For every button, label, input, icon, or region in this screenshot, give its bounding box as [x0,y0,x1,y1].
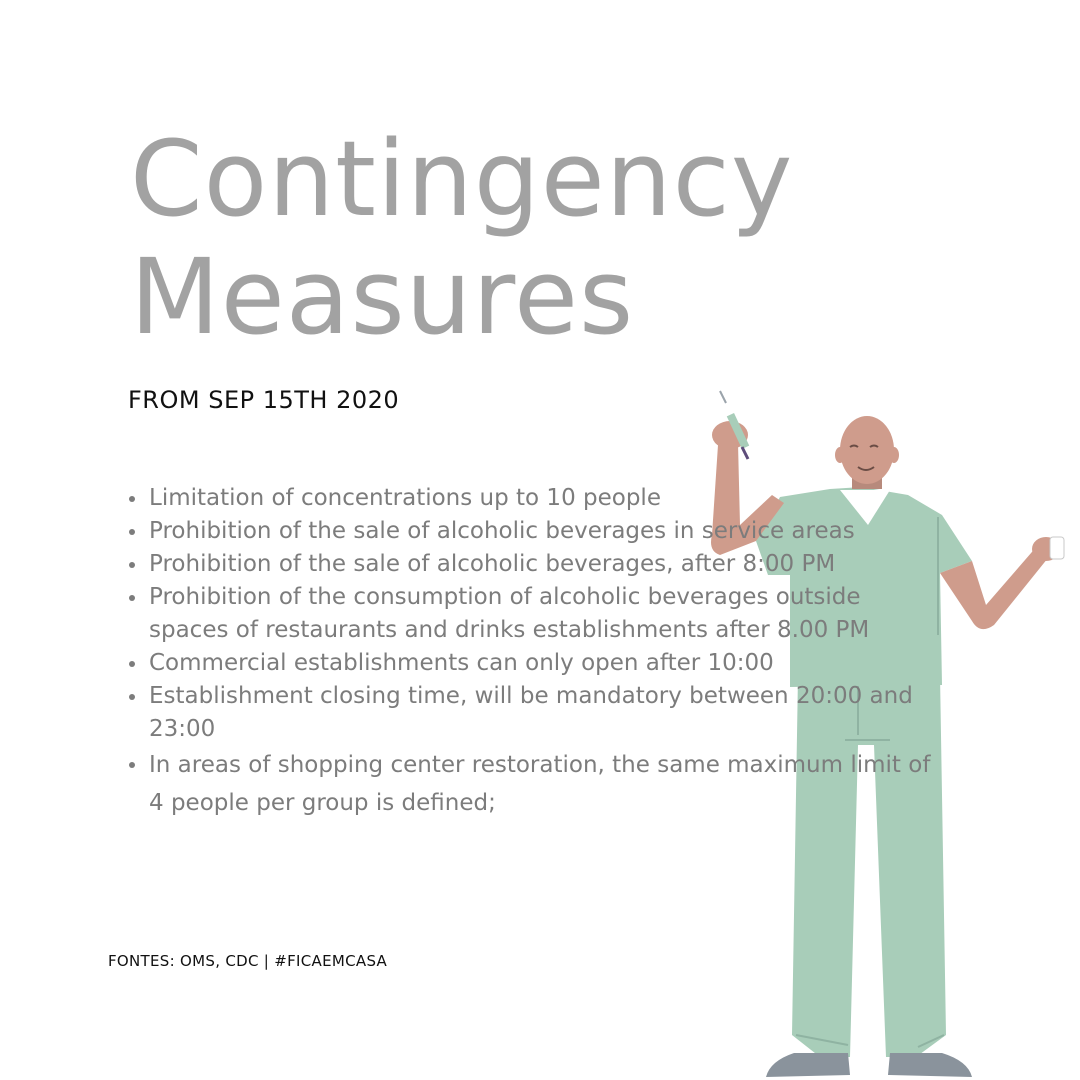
list-item: Prohibition of the sale of alcoholic beverages, after 8:00 PM [126,548,946,581]
list-item: Establishment closing time, will be mandatory between 20:00 and 23:00 [126,680,946,746]
list-item: Commercial establishments can only open after 10:00 [126,647,946,680]
list-item: Prohibition of the sale of alcoholic beverages in service areas [126,515,946,548]
list-item: Limitation of concentrations up to 10 people [126,482,946,515]
measures-list [126,482,946,822]
list-item: In areas of shopping center restoration, the same maximum limit of 4 people per group is defined; [126,746,946,822]
sources-footer: FONTES: OMS, CDC | #FICAEMCASA [108,952,388,970]
page-title [130,120,793,356]
list-item: Prohibition of the consumption of alcoholic beverages outside spaces of restaurants and drinks establishments after 8.00 PM [126,581,946,647]
title-line-2: Measures [130,236,635,358]
date-subtitle: FROM SEP 15TH 2020 [128,386,400,414]
title-line-1: Contingency [130,118,794,240]
